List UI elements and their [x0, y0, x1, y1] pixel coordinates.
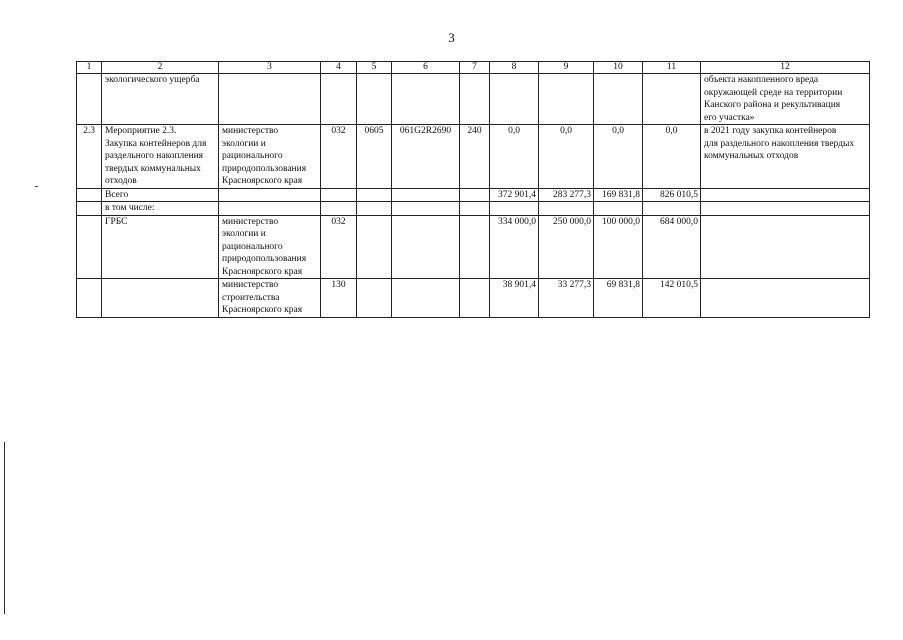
csr-code: 061G2R2690 — [392, 125, 460, 189]
scan-artifact-dot — [35, 186, 38, 187]
vr-code — [460, 74, 490, 125]
expected-result — [701, 188, 870, 202]
amount-2021: 0,0 — [490, 125, 539, 189]
amount-2023 — [594, 74, 643, 125]
table-row — [77, 202, 870, 216]
header-cell: 4 — [321, 62, 357, 74]
header-cell: 8 — [490, 62, 539, 74]
amount-total — [643, 74, 701, 125]
page-number: 3 — [448, 30, 455, 45]
rzpr-code — [357, 74, 392, 125]
csr-code — [392, 74, 460, 125]
header-row — [77, 62, 870, 74]
vr-code — [460, 279, 490, 318]
expected-result — [701, 279, 870, 318]
header-cell: 2 — [102, 62, 219, 74]
amount-2022: 0,0 — [539, 125, 594, 189]
amount-2021: 372 901,4 — [490, 188, 539, 202]
header-cell: 9 — [539, 62, 594, 74]
row-number: 2.3 — [77, 125, 102, 189]
event-name: Всего — [102, 188, 219, 202]
executor: министерство экологии и рационального природопользования Красноярского края — [219, 215, 321, 279]
header-cell: 11 — [643, 62, 701, 74]
csr-code — [392, 202, 460, 216]
amount-total: 684 000,0 — [643, 215, 701, 279]
executor: министерство экологии и рационального природопользования Красноярского края — [219, 125, 321, 189]
header-cell: 12 — [701, 62, 870, 74]
amount-2022 — [539, 74, 594, 125]
amount-2021: 38 901,4 — [490, 279, 539, 318]
amount-total: 0,0 — [643, 125, 701, 189]
amount-2022: 250 000,0 — [539, 215, 594, 279]
table-row — [77, 279, 870, 318]
rzpr-code — [357, 279, 392, 318]
expected-result: объекта накопленного вреда окружающей среде на территории Канского района и рекультивация его участка» — [701, 74, 870, 125]
event-name — [102, 279, 219, 318]
executor — [219, 202, 321, 216]
table-row — [77, 125, 870, 189]
expected-result — [701, 202, 870, 216]
amount-total — [643, 202, 701, 216]
header-cell: 6 — [392, 62, 460, 74]
executor — [219, 74, 321, 125]
expected-result: в 2021 году закупка контейнеров для раздельного накопления твердых коммунальных отходов — [701, 125, 870, 189]
amount-2023: 69 831,8 — [594, 279, 643, 318]
row-number — [77, 279, 102, 318]
rzpr-code — [357, 215, 392, 279]
header-cell: 5 — [357, 62, 392, 74]
grbs-code: 032 — [321, 125, 357, 189]
grbs-code: 032 — [321, 215, 357, 279]
amount-2023: 169 831,8 — [594, 188, 643, 202]
header-cell: 1 — [77, 62, 102, 74]
grbs-code — [321, 202, 357, 216]
executor: министерство строительства Красноярского края — [219, 279, 321, 318]
amount-2023 — [594, 202, 643, 216]
budget-table — [76, 61, 870, 318]
event-name: ГРБС — [102, 215, 219, 279]
expected-result — [701, 215, 870, 279]
executor — [219, 188, 321, 202]
amount-2022 — [539, 202, 594, 216]
table-row — [77, 188, 870, 202]
rzpr-code: 0605 — [357, 125, 392, 189]
amount-total: 142 010,5 — [643, 279, 701, 318]
amount-total: 826 010,5 — [643, 188, 701, 202]
event-name: экологического ущерба — [102, 74, 219, 125]
amount-2023: 100 000,0 — [594, 215, 643, 279]
vr-code — [460, 188, 490, 202]
rzpr-code — [357, 202, 392, 216]
grbs-code: 130 — [321, 279, 357, 318]
csr-code — [392, 279, 460, 318]
amount-2022: 283 277,3 — [539, 188, 594, 202]
amount-2021: 334 000,0 — [490, 215, 539, 279]
header-cell: 10 — [594, 62, 643, 74]
header-cell: 7 — [460, 62, 490, 74]
table-row — [77, 74, 870, 125]
row-number — [77, 74, 102, 125]
rzpr-code — [357, 188, 392, 202]
row-number — [77, 215, 102, 279]
vr-code — [460, 215, 490, 279]
table-row — [77, 215, 870, 279]
event-name: Мероприятие 2.3. Закупка контейнеров для раздельного накопления твердых коммунальных отходов — [102, 125, 219, 189]
amount-2022: 33 277,3 — [539, 279, 594, 318]
row-number — [77, 188, 102, 202]
row-number — [77, 202, 102, 216]
amount-2021 — [490, 202, 539, 216]
grbs-code — [321, 74, 357, 125]
csr-code — [392, 188, 460, 202]
grbs-code — [321, 188, 357, 202]
header-cell: 3 — [219, 62, 321, 74]
vr-code: 240 — [460, 125, 490, 189]
scan-margin-line — [4, 442, 5, 614]
amount-2021 — [490, 74, 539, 125]
vr-code — [460, 202, 490, 216]
event-name: в том числе: — [102, 202, 219, 216]
csr-code — [392, 215, 460, 279]
amount-2023: 0,0 — [594, 125, 643, 189]
